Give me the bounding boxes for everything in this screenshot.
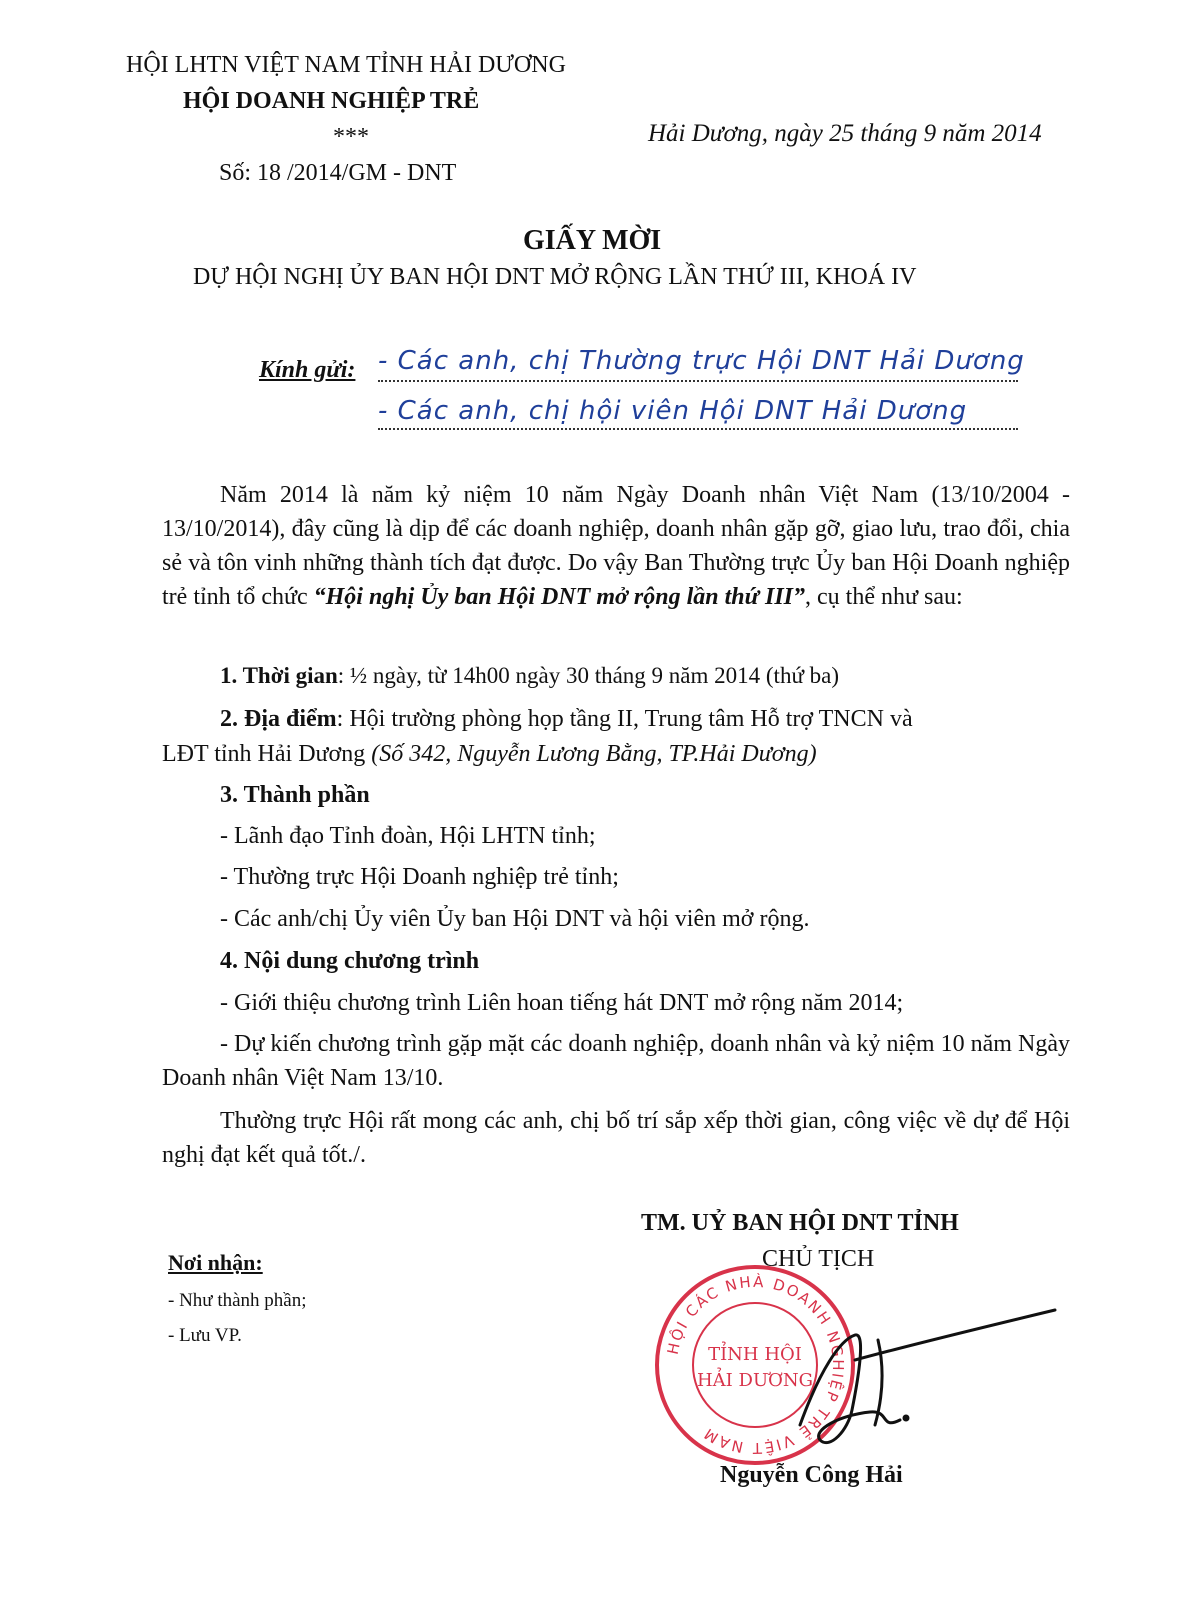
signer-name: Nguyễn Công Hải bbox=[720, 1462, 903, 1488]
place-row bbox=[220, 703, 913, 735]
doc-number: Số: 18 /2014/GM - DNT bbox=[219, 160, 457, 186]
org-parent: HỘI LHTN VIỆT NAM TỈNH HẢI DƯƠNG bbox=[126, 52, 566, 78]
handwritten-signature bbox=[760, 1300, 1060, 1470]
place-date: Hải Dương, ngày 25 tháng 9 năm 2014 bbox=[648, 120, 1042, 147]
time-row bbox=[220, 660, 839, 692]
time-label: 1. Thời gian bbox=[220, 663, 338, 688]
recipient-line-1 bbox=[378, 346, 1025, 382]
signer-on-behalf: TM. UỶ BAN HỘI DNT TỈNH bbox=[641, 1210, 959, 1236]
member-item: - Lãnh đạo Tỉnh đoàn, Hội LHTN tỉnh; bbox=[220, 823, 596, 849]
time-value: : ½ ngày, từ 14h00 ngày 30 tháng 9 năm 2014 (thứ ba) bbox=[337, 663, 840, 688]
recipients-label: Kính gửi: bbox=[259, 357, 356, 383]
doc-title: GIẤY MỜI bbox=[523, 225, 662, 256]
content-item: - Dự kiến chương trình gặp mặt các doanh nghiệp, doanh nhân và kỷ niệm 10 năm Ngày Doanh nhân Việt Nam 13/10. bbox=[162, 1031, 1070, 1091]
place-value-2: LĐT tỉnh Hải Dương bbox=[162, 741, 372, 767]
svg-text:TỈNH HỘI: TỈNH HỘI bbox=[708, 1344, 802, 1365]
member-item: - Các anh/chị Ủy viên Ủy ban Hội DNT và hội viên mở rộng. bbox=[220, 906, 810, 932]
org-name: HỘI DOANH NGHIỆP TRẺ bbox=[183, 88, 480, 114]
place-label: 2. Địa điểm bbox=[220, 706, 337, 732]
recipient-line-2 bbox=[378, 396, 1018, 430]
intro-paragraph bbox=[162, 478, 1070, 614]
distribution-item: - Lưu VP. bbox=[168, 1325, 242, 1346]
intro-event-name: “Hội nghị Ủy ban Hội DNT mở rộng lần thứ III” bbox=[313, 584, 805, 610]
intro-text: Năm 2014 là năm kỷ niệm 10 năm Ngày Doanh nhân Việt Nam (13/10/2004 - 13/10/2014), đây cũng là dịp để các doanh nghiệp, doanh nhân gặp gỡ, giao lưu, trao đổi, chia sẻ và tôn vinh những thành tích đạt được. Do vậy Ban Thường trực Ủy ban Hội Doanh nghiệp trẻ tỉnh tổ chức bbox=[162, 482, 1070, 610]
signer-position: CHỦ TỊCH bbox=[762, 1246, 875, 1272]
recipient-1-handwritten: - Các anh, chị Thường trực Hội DNT Hải Dương bbox=[378, 346, 1025, 376]
content-label: 4. Nội dung chương trình bbox=[220, 948, 480, 974]
member-item: - Thường trực Hội Doanh nghiệp trẻ tỉnh; bbox=[220, 864, 619, 890]
distribution-item: - Như thành phần; bbox=[168, 1290, 307, 1311]
recipient-2-handwritten: - Các anh, chị hội viên Hội DNT Hải Dương bbox=[378, 396, 968, 426]
stars-divider: *** bbox=[333, 124, 369, 150]
place-row-2 bbox=[162, 738, 817, 770]
intro-tail: , cụ thể như sau: bbox=[805, 584, 963, 610]
members-label: 3. Thành phần bbox=[220, 782, 370, 808]
doc-subtitle: DỰ HỘI NGHỊ ỦY BAN HỘI DNT MỞ RỘNG LẦN THỨ III, KHOÁ IV bbox=[193, 264, 917, 290]
svg-text:HỘI CÁC NHÀ DOANH NGHIỆP TRẺ V: HỘI CÁC NHÀ DOANH NGHIỆP TRẺ VIỆT NAM bbox=[663, 1272, 848, 1458]
place-address: (Số 342, Nguyễn Lương Bằng, TP.Hải Dương) bbox=[371, 741, 817, 767]
content-item: - Giới thiệu chương trình Liên hoan tiếng hát DNT mở rộng năm 2014; bbox=[220, 990, 904, 1016]
svg-text:HẢI DƯƠNG: HẢI DƯƠNG bbox=[696, 1370, 814, 1391]
distribution-label: Nơi nhận: bbox=[168, 1250, 263, 1275]
closing-paragraph: Thường trực Hội rất mong các anh, chị bố trí sắp xếp thời gian, công việc về dự để Hội nghị đạt kết quả tốt./. bbox=[162, 1108, 1070, 1168]
place-value: : Hội trường phòng họp tầng II, Trung tâm Hỗ trợ TNCN và bbox=[336, 706, 913, 732]
